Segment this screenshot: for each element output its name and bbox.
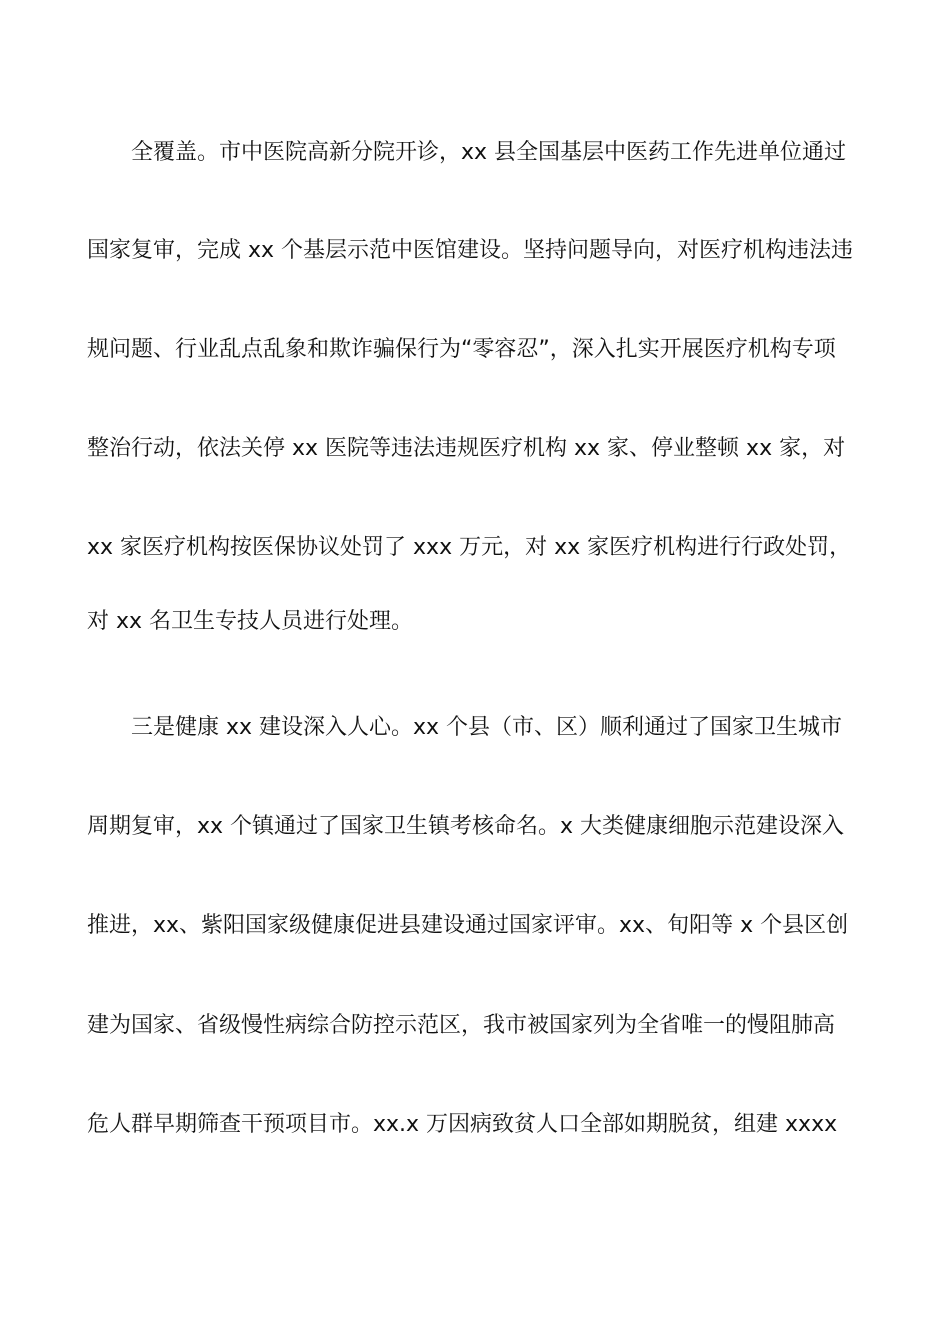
text-line-4: 整治行动，依法关停 xx 医院等违法违规医疗机构 xx 家、停业整顿 xx 家，对	[87, 436, 846, 461]
text-line-1: 全覆盖。市中医院高新分院开诊，xx 县全国基层中医药工作先进单位通过	[131, 140, 847, 165]
text-line-11: 危人群早期筛查干预项目市。xx.x 万因病致贫人口全部如期脱贫，组建 xxxx	[87, 1112, 838, 1137]
text-line-10: 建为国家、省级慢性病综合防控示范区，我市被国家列为全省唯一的慢阻肺高	[87, 1013, 836, 1038]
text-line-9: 推进，xx、紫阳国家级健康促进县建设通过国家评审。xx、旬阳等 x 个县区创	[87, 913, 849, 938]
text-line-2: 国家复审，完成 xx 个基层示范中医馆建设。坚持问题导向，对医疗机构违法违	[87, 238, 854, 263]
text-line-8: 周期复审，xx 个镇通过了国家卫生镇考核命名。x 大类健康细胞示范建设深入	[87, 814, 845, 839]
text-line-3: 规问题、行业乱点乱象和欺诈骗保行为“零容忍”，深入扎实开展医疗机构专项	[87, 337, 836, 362]
text-line-5: xx 家医疗机构按医保协议处罚了 xxx 万元，对 xx 家医疗机构进行行政处罚，	[87, 535, 852, 560]
text-line-7: 三是健康 xx 建设深入人心。xx 个县（市、区）顺利通过了国家卫生城市	[131, 715, 843, 740]
text-line-6: 对 xx 名卫生专技人员进行处理。	[87, 609, 414, 634]
